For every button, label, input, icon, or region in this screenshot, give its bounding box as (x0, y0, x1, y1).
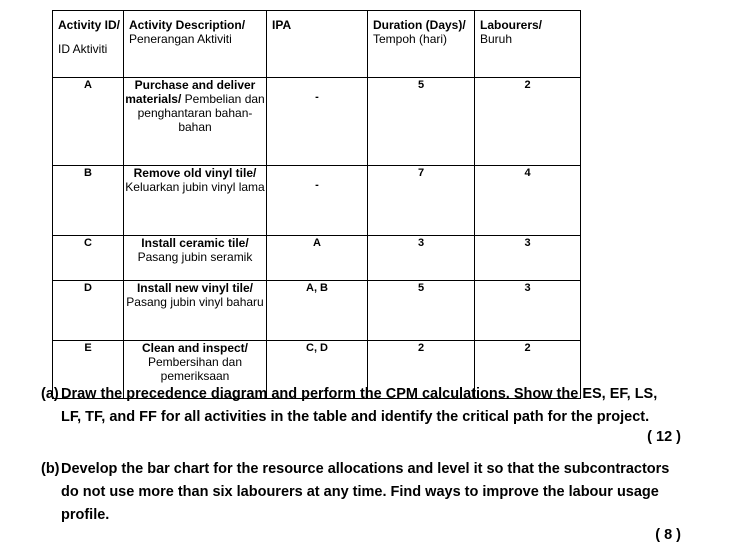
header-activity-id-sub: ID Aktiviti (58, 42, 108, 56)
activity-duration: 2 (368, 341, 475, 399)
question-a-marks: ( 12 ) (647, 429, 681, 445)
activity-labourers: 2 (475, 341, 581, 399)
activity-description-en: Remove old vinyl tile/ (133, 166, 257, 180)
activity-labourers: 3 (475, 281, 581, 341)
header-duration-sub: Tempoh (hari) (373, 32, 448, 46)
question-a-label: (a) (41, 386, 59, 402)
activity-table (52, 10, 581, 399)
activity-description-en: Install new vinyl tile/ (136, 281, 254, 295)
question-b-marks: ( 8 ) (655, 527, 681, 543)
table-row (53, 166, 581, 236)
question-b-line3: profile. (61, 507, 110, 523)
header-labourers-label: Labourers/ (480, 18, 543, 32)
activity-duration: 3 (368, 236, 475, 281)
activity-duration: 5 (368, 78, 475, 166)
table-row (53, 78, 581, 166)
activity-ipa: A, B (267, 281, 368, 341)
activity-description (124, 281, 267, 341)
question-b-line1: Develop the bar chart for the resource allocations and level it so that the subcontractors (61, 461, 670, 477)
activity-description-en: Clean and inspect/ (141, 341, 249, 355)
activity-description (124, 166, 267, 236)
header-duration-label: Duration (Days)/ (373, 18, 466, 32)
activity-description-ms: Keluarkan jubin vinyl lama (125, 180, 265, 194)
table-row (53, 281, 581, 341)
question-b-line2: do not use more than six labourers at any time. Find ways to improve the labour usage (61, 484, 659, 500)
activity-ipa: - (267, 78, 368, 166)
activity-description-en: Install ceramic tile/ (141, 236, 249, 250)
activity-description (124, 78, 267, 166)
table-header-row (53, 11, 581, 78)
header-description-sub: Penerangan Aktiviti (129, 32, 232, 46)
header-ipa (267, 11, 368, 78)
activity-description (124, 236, 267, 281)
activity-description-ms: Pasang jubin seramik (137, 250, 253, 264)
activity-description-ms: Pembelian dan penghantaran bahan-bahan (137, 92, 265, 134)
activity-ipa: - (267, 166, 368, 236)
activity-id: E (53, 341, 124, 399)
activity-description-ms: Pembersihan dan pemeriksaan (147, 355, 243, 383)
header-ipa-label: IPA (272, 18, 292, 32)
header-activity-id-label: Activity ID/ (58, 18, 121, 32)
activity-id: D (53, 281, 124, 341)
header-description (124, 11, 267, 78)
activity-labourers: 4 (475, 166, 581, 236)
question-b (41, 458, 669, 527)
table-row (53, 236, 581, 281)
activity-description-ms: Pasang jubin vinyl baharu (126, 295, 264, 309)
header-description-label: Activity Description/ (129, 18, 246, 32)
question-b-label: (b) (41, 461, 60, 477)
activity-ipa: A (267, 236, 368, 281)
activity-duration: 5 (368, 281, 475, 341)
header-labourers-sub: Buruh (480, 32, 513, 46)
activity-id: B (53, 166, 124, 236)
question-a (41, 383, 657, 429)
activity-description-en: Purchase and deliver materials/ (125, 78, 256, 106)
question-a-line1: Draw the precedence diagram and perform the CPM calculations. Show the ES, EF, LS, (61, 386, 658, 402)
activity-id: A (53, 78, 124, 166)
activity-ipa: C, D (267, 341, 368, 399)
header-labourers (475, 11, 581, 78)
header-activity-id (53, 11, 124, 78)
header-duration (368, 11, 475, 78)
activity-duration: 7 (368, 166, 475, 236)
activity-labourers: 2 (475, 78, 581, 166)
activity-id: C (53, 236, 124, 281)
activity-labourers: 3 (475, 236, 581, 281)
question-a-line2: LF, TF, and FF for all activities in the table and identify the critical path for the project. (61, 409, 650, 425)
